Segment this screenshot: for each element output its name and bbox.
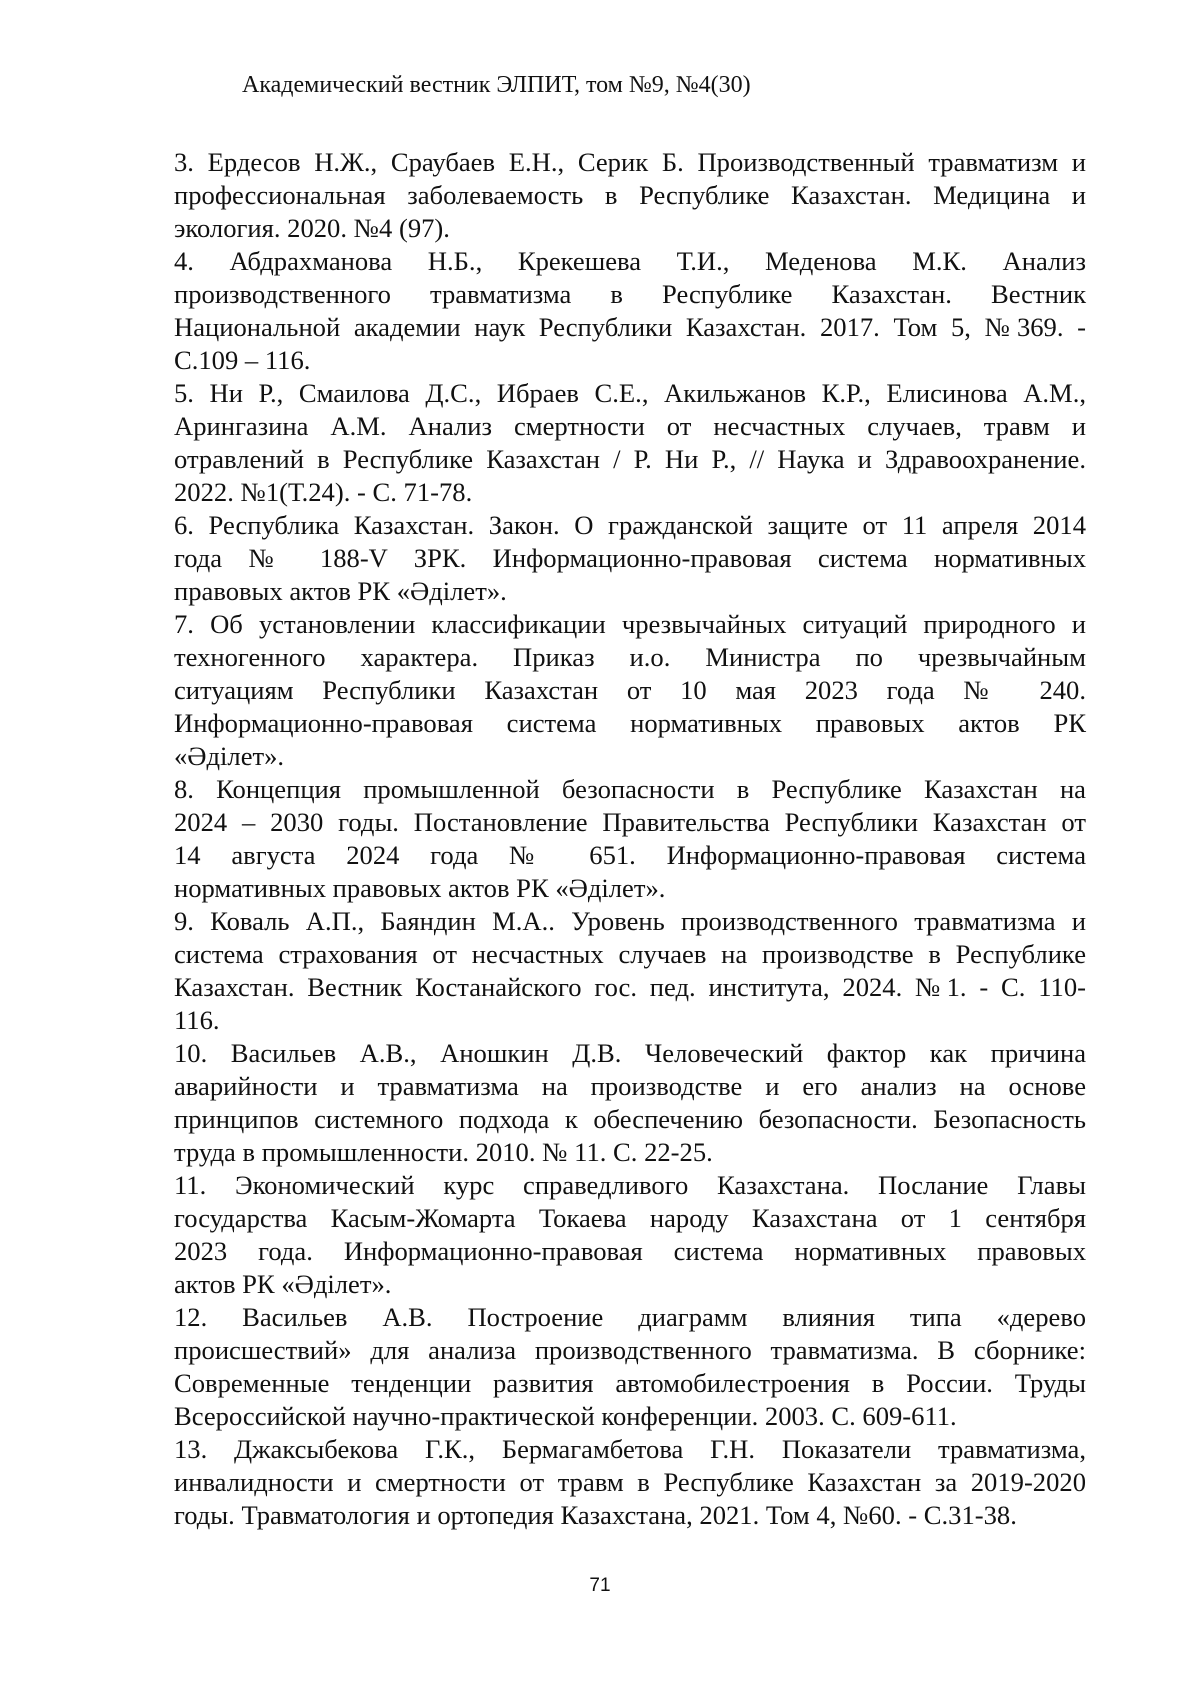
reference-line: 6. Республика Казахстан. Закон. О гражданской защите от 11 апреля 2014: [174, 509, 1086, 542]
reference-line: 14 августа 2024 года № 651. Информационно-правовая система: [174, 839, 1086, 872]
reference-item: [174, 245, 1086, 377]
reference-item: [174, 1037, 1086, 1169]
reference-line: 9. Коваль А.П., Баяндин М.А.. Уровень производственного травматизма и: [174, 905, 1086, 938]
reference-line: ситуациям Республики Казахстан от 10 мая 2023 года № 240.: [174, 674, 1086, 707]
reference-line: С.109 – 116.: [174, 344, 1086, 377]
reference-line: 12. Васильев А.В. Построение диаграмм влияния типа «дерево: [174, 1301, 1086, 1334]
reference-line: 10. Васильев А.В., Аношкин Д.В. Человеческий фактор как причина: [174, 1037, 1086, 1070]
reference-item: [174, 1433, 1086, 1532]
reference-item: [174, 377, 1086, 509]
reference-line: труда в промышленности. 2010. № 11. С. 22-25.: [174, 1136, 1086, 1169]
reference-line: профессиональная заболеваемость в Республике Казахстан. Медицина и: [174, 179, 1086, 212]
reference-line: производственного травматизма в Республике Казахстан. Вестник: [174, 278, 1086, 311]
reference-line: экология. 2020. №4 (97).: [174, 212, 1086, 245]
reference-item: [174, 146, 1086, 245]
reference-line: происшествий» для анализа производственного травматизма. В сборнике:: [174, 1334, 1086, 1367]
reference-line: года № 188-V ЗРК. Информационно-правовая система нормативных: [174, 542, 1086, 575]
reference-line: 116.: [174, 1004, 1086, 1037]
reference-line: 7. Об установлении классификации чрезвычайных ситуаций природного и: [174, 608, 1086, 641]
reference-line: 4. Абдрахманова Н.Б., Крекешева Т.И., Меденова М.К. Анализ: [174, 245, 1086, 278]
reference-line: нормативных правовых актов РК «Әділет».: [174, 872, 1086, 905]
reference-line: 3. Ердесов Н.Ж., Сраубаев Е.Н., Серик Б. Производственный травматизм и: [174, 146, 1086, 179]
reference-line: 5. Ни Р., Смаилова Д.С., Ибраев С.Е., Акильжанов К.Р., Елисинова А.М.,: [174, 377, 1086, 410]
reference-line: 11. Экономический курс справедливого Казахстана. Послание Главы: [174, 1169, 1086, 1202]
reference-line: инвалидности и смертности от травм в Республике Казахстан за 2019-2020: [174, 1466, 1086, 1499]
reference-item: [174, 1301, 1086, 1433]
reference-line: 8. Концепция промышленной безопасности в Республике Казахстан на: [174, 773, 1086, 806]
reference-line: Современные тенденции развития автомобилестроения в России. Труды: [174, 1367, 1086, 1400]
reference-item: [174, 509, 1086, 608]
reference-line: Казахстан. Вестник Костанайского гос. пед. института, 2024. №1. - С. 110-: [174, 971, 1086, 1004]
reference-line: правовых актов РК «Әділет».: [174, 575, 1086, 608]
reference-line: годы. Травматология и ортопедия Казахстана, 2021. Том 4, №60. - С.31-38.: [174, 1499, 1086, 1532]
reference-line: Информационно-правовая система нормативных правовых актов РК: [174, 707, 1086, 740]
reference-line: актов РК «Әділет».: [174, 1268, 1086, 1301]
reference-line: техногенного характера. Приказ и.о. Министра по чрезвычайным: [174, 641, 1086, 674]
reference-item: [174, 905, 1086, 1037]
reference-line: принципов системного подхода к обеспечению безопасности. Безопасность: [174, 1103, 1086, 1136]
reference-item: [174, 608, 1086, 773]
running-header: Академический вестник ЭЛПИТ, том №9, №4(30): [242, 70, 751, 100]
reference-line: государства Касым-Жомарта Токаева народу Казахстана от 1 сентября: [174, 1202, 1086, 1235]
reference-line: аварийности и травматизма на производстве и его анализ на основе: [174, 1070, 1086, 1103]
reference-line: 13. Джаксыбекова Г.К., Бермагамбетова Г.Н. Показатели травматизма,: [174, 1433, 1086, 1466]
reference-line: система страхования от несчастных случаев на производстве в Республике: [174, 938, 1086, 971]
reference-line: 2024 – 2030 годы. Постановление Правительства Республики Казахстан от: [174, 806, 1086, 839]
reference-line: Всероссийской научно-практической конференции. 2003. С. 609-611.: [174, 1400, 1086, 1433]
reference-line: 2022. №1(Т.24). - С. 71-78.: [174, 476, 1086, 509]
reference-item: [174, 773, 1086, 905]
page-number: 71: [0, 1574, 1200, 1598]
reference-line: отравлений в Республике Казахстан / Р. Ни Р., // Наука и Здравоохранение.: [174, 443, 1086, 476]
reference-item: [174, 1169, 1086, 1301]
reference-line: «Әділет».: [174, 740, 1086, 773]
reference-line: Национальной академии наук Республики Казахстан. 2017. Том 5, №369. -: [174, 311, 1086, 344]
reference-line: 2023 года. Информационно-правовая система нормативных правовых: [174, 1235, 1086, 1268]
reference-line: Арингазина А.М. Анализ смертности от несчастных случаев, травм и: [174, 410, 1086, 443]
reference-list: [174, 146, 1086, 1532]
